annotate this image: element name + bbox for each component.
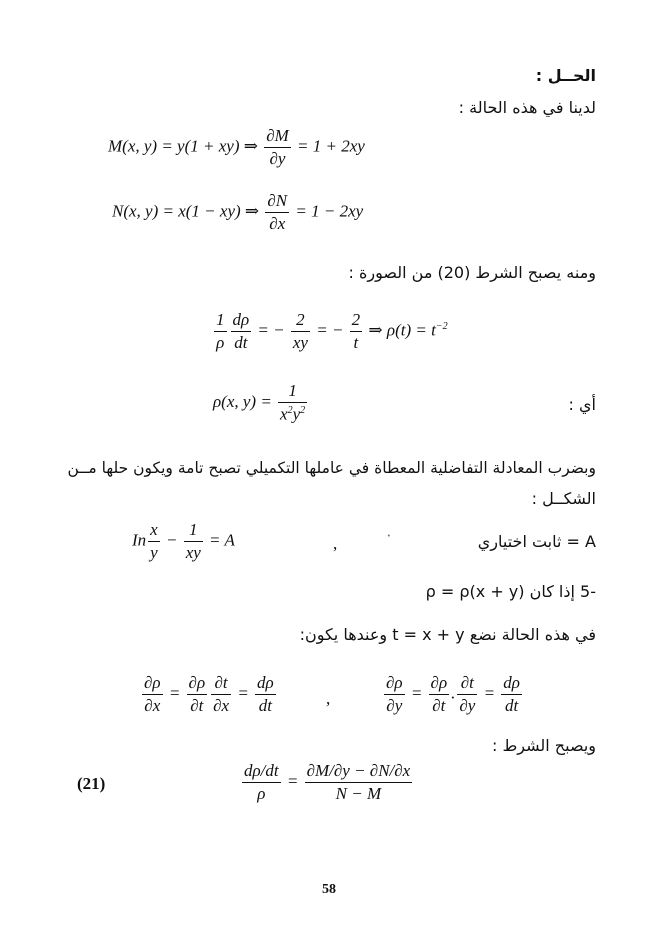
comma-separator-2: , bbox=[326, 689, 331, 708]
eq-M-lhs: M(x, y) = y(1 + xy) ⇒ bbox=[108, 136, 258, 156]
multiply-text: وبضرب المعادلة التفاضلية المعطاة في عاملها التكميلي تصبح تامة ويكون حلها مــن bbox=[67, 459, 596, 477]
condition-text: ومنه يصبح الشرط (20) من الصورة : bbox=[348, 263, 596, 282]
equation-N bbox=[112, 192, 363, 233]
equation-rho-xy: ρ(x, y) = $\frac{1}{x^2y^2}$ bbox=[213, 381, 306, 424]
becomes-text: ويصبح الشرط : bbox=[492, 736, 596, 755]
case5-text: في هذه الحالة نضع t = x + y وعندها يكون: bbox=[299, 625, 596, 644]
eq-M-rhs: = 1 + 2xy bbox=[297, 136, 365, 156]
comma-separator: , bbox=[333, 534, 338, 553]
equation-M bbox=[108, 127, 365, 168]
intro-text: لدينا في هذه الحالة : bbox=[458, 98, 596, 117]
dot-mark: · bbox=[386, 526, 392, 545]
eq-M-fraction: $\frac{\partial M}{\partial y}$ bbox=[266, 126, 289, 168]
equation-number: (21) bbox=[77, 774, 106, 793]
eq-N-fraction: $\frac{\partial N}{\partial x}$ bbox=[267, 191, 288, 233]
section-heading: الحــل : bbox=[535, 66, 596, 85]
form-text: الشكــل : bbox=[531, 489, 596, 508]
case5-heading: -5 إذا كان ρ = ρ(x + y) bbox=[425, 582, 596, 601]
page-number: 58 bbox=[322, 882, 336, 897]
arbitrary-constant: A = ثابت اختياري bbox=[477, 532, 596, 551]
eq-N-lhs: N(x, y) = x(1 − xy) ⇒ bbox=[112, 201, 260, 221]
equation-21: $\frac{d\rho/dt}{\rho}$ = $\frac{\partial M/\partial y - \partial N/\partial x}{N - M}$ bbox=[244, 761, 411, 803]
eq-N-rhs: = 1 − 2xy bbox=[295, 201, 364, 221]
partials-x: $\frac{\partial\rho}{\partial x}$ = $\frac{\partial\rho}{\partial t}$ $\frac{\partial t}{\partial x}$ = $\frac{d\rho}{dt}$ bbox=[144, 673, 274, 715]
equation-rho-t: $\frac{1}{\rho}$ $\frac{d\rho}{dt}$ = − $\frac{2}{xy}$ = − $\frac{2}{t}$ ⇒ $\rho(t) = t^{-2}$ bbox=[216, 310, 448, 352]
ay-label: أي : bbox=[568, 395, 596, 414]
solution-equation: In $\frac{x}{y}$ − $\frac{1}{xy}$ = A bbox=[132, 520, 235, 562]
partials-y: $\frac{\partial\rho}{\partial y}$ = $\frac{\partial\rho}{\partial t}$ . $\frac{\partial t}{\partial y}$ = $\frac{d\rho}{dt}$ bbox=[386, 673, 520, 715]
